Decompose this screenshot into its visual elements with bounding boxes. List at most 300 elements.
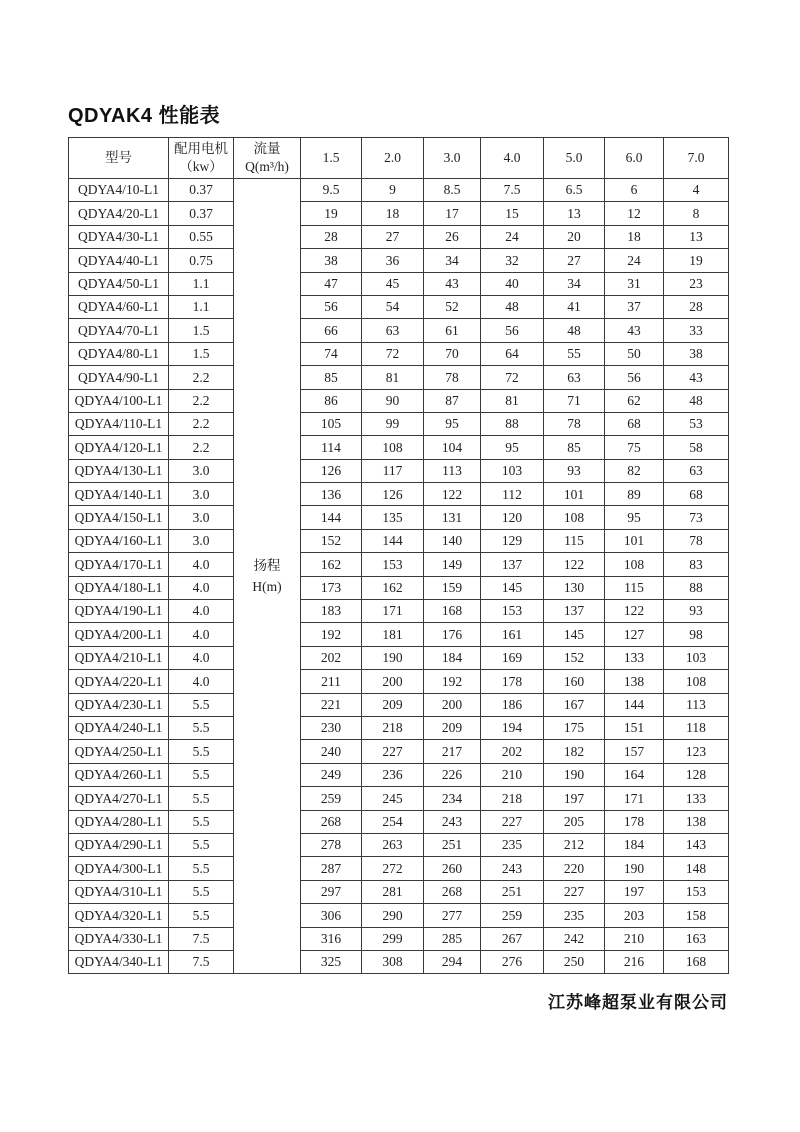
head-value-cell: 126 <box>301 459 362 482</box>
table-row <box>69 623 729 646</box>
model-cell: QDYA4/80-L1 <box>69 342 169 365</box>
head-value-cell: 133 <box>605 646 664 669</box>
col-header-flow-1: 1.5 <box>301 138 362 179</box>
model-cell: QDYA4/40-L1 <box>69 249 169 272</box>
head-value-cell: 153 <box>664 880 729 903</box>
head-value-cell: 61 <box>424 319 481 342</box>
head-value-cell: 243 <box>424 810 481 833</box>
model-cell: QDYA4/30-L1 <box>69 225 169 248</box>
table-row <box>69 927 729 950</box>
head-value-cell: 63 <box>544 366 605 389</box>
head-value-cell: 190 <box>544 763 605 786</box>
head-value-cell: 178 <box>605 810 664 833</box>
head-value-cell: 95 <box>605 506 664 529</box>
head-value-cell: 267 <box>481 927 544 950</box>
table-row <box>69 342 729 365</box>
table-row <box>69 366 729 389</box>
head-value-cell: 235 <box>481 833 544 856</box>
head-value-cell: 276 <box>481 950 544 973</box>
head-value-cell: 108 <box>362 436 424 459</box>
head-value-cell: 290 <box>362 904 424 927</box>
head-unit-cell <box>234 179 301 974</box>
head-value-cell: 205 <box>544 810 605 833</box>
head-value-cell: 34 <box>544 272 605 295</box>
header-row <box>69 138 729 179</box>
head-value-cell: 81 <box>481 389 544 412</box>
head-value-cell: 190 <box>605 857 664 880</box>
head-value-cell: 194 <box>481 716 544 739</box>
head-value-cell: 70 <box>424 342 481 365</box>
motor-power-cell: 5.5 <box>169 787 234 810</box>
head-value-cell: 6 <box>605 179 664 202</box>
head-value-cell: 171 <box>362 600 424 623</box>
head-value-cell: 115 <box>544 529 605 552</box>
table-row <box>69 225 729 248</box>
head-value-cell: 178 <box>481 670 544 693</box>
table-row <box>69 670 729 693</box>
table-row <box>69 483 729 506</box>
head-value-cell: 54 <box>362 295 424 318</box>
head-value-cell: 281 <box>362 880 424 903</box>
head-value-cell: 115 <box>605 576 664 599</box>
table-row <box>69 389 729 412</box>
head-value-cell: 236 <box>362 763 424 786</box>
table-row <box>69 319 729 342</box>
head-value-cell: 85 <box>301 366 362 389</box>
head-value-cell: 209 <box>362 693 424 716</box>
head-value-cell: 78 <box>664 529 729 552</box>
head-value-cell: 184 <box>424 646 481 669</box>
table-row <box>69 436 729 459</box>
head-value-cell: 114 <box>301 436 362 459</box>
model-cell: QDYA4/140-L1 <box>69 483 169 506</box>
motor-power-cell: 4.0 <box>169 553 234 576</box>
head-value-cell: 56 <box>301 295 362 318</box>
motor-power-cell: 3.0 <box>169 459 234 482</box>
head-value-cell: 105 <box>301 412 362 435</box>
head-value-cell: 103 <box>664 646 729 669</box>
head-value-cell: 160 <box>544 670 605 693</box>
model-cell: QDYA4/240-L1 <box>69 716 169 739</box>
model-cell: QDYA4/60-L1 <box>69 295 169 318</box>
model-cell: QDYA4/200-L1 <box>69 623 169 646</box>
table-row <box>69 249 729 272</box>
head-value-cell: 95 <box>424 412 481 435</box>
model-cell: QDYA4/190-L1 <box>69 600 169 623</box>
head-value-cell: 72 <box>362 342 424 365</box>
head-value-cell: 254 <box>362 810 424 833</box>
head-value-cell: 6.5 <box>544 179 605 202</box>
motor-power-cell: 2.2 <box>169 412 234 435</box>
head-value-cell: 75 <box>605 436 664 459</box>
col-header-flow-3: 3.0 <box>424 138 481 179</box>
head-value-cell: 161 <box>481 623 544 646</box>
model-cell: QDYA4/130-L1 <box>69 459 169 482</box>
head-value-cell: 259 <box>301 787 362 810</box>
head-value-cell: 148 <box>664 857 729 880</box>
table-row <box>69 763 729 786</box>
table-row <box>69 272 729 295</box>
head-value-cell: 113 <box>664 693 729 716</box>
model-cell: QDYA4/150-L1 <box>69 506 169 529</box>
table-row <box>69 179 729 202</box>
model-cell: QDYA4/260-L1 <box>69 763 169 786</box>
col-header-flow-line2: Q(m³/h) <box>245 159 289 174</box>
head-value-cell: 48 <box>481 295 544 318</box>
motor-power-cell: 4.0 <box>169 623 234 646</box>
head-value-cell: 200 <box>424 693 481 716</box>
head-value-cell: 190 <box>362 646 424 669</box>
head-value-cell: 118 <box>664 716 729 739</box>
head-value-cell: 112 <box>481 483 544 506</box>
head-value-cell: 294 <box>424 950 481 973</box>
head-value-cell: 40 <box>481 272 544 295</box>
head-value-cell: 162 <box>301 553 362 576</box>
head-value-cell: 24 <box>481 225 544 248</box>
head-value-cell: 220 <box>544 857 605 880</box>
head-value-cell: 68 <box>605 412 664 435</box>
head-unit-line2: H(m) <box>252 579 282 595</box>
head-value-cell: 316 <box>301 927 362 950</box>
head-value-cell: 299 <box>362 927 424 950</box>
head-value-cell: 133 <box>664 787 729 810</box>
head-value-cell: 159 <box>424 576 481 599</box>
head-value-cell: 144 <box>605 693 664 716</box>
motor-power-cell: 4.0 <box>169 576 234 599</box>
head-value-cell: 58 <box>664 436 729 459</box>
model-cell: QDYA4/230-L1 <box>69 693 169 716</box>
motor-power-cell: 3.0 <box>169 506 234 529</box>
head-value-cell: 272 <box>362 857 424 880</box>
head-value-cell: 182 <box>544 740 605 763</box>
col-header-flow-7: 7.0 <box>664 138 729 179</box>
motor-power-cell: 2.2 <box>169 436 234 459</box>
head-value-cell: 137 <box>544 600 605 623</box>
table-row <box>69 459 729 482</box>
model-cell: QDYA4/90-L1 <box>69 366 169 389</box>
head-value-cell: 168 <box>664 950 729 973</box>
head-value-cell: 164 <box>605 763 664 786</box>
head-value-cell: 158 <box>664 904 729 927</box>
head-value-cell: 117 <box>362 459 424 482</box>
motor-power-cell: 4.0 <box>169 600 234 623</box>
head-value-cell: 18 <box>605 225 664 248</box>
head-value-cell: 251 <box>481 880 544 903</box>
head-value-cell: 90 <box>362 389 424 412</box>
head-value-cell: 28 <box>664 295 729 318</box>
head-value-cell: 153 <box>481 600 544 623</box>
head-value-cell: 24 <box>605 249 664 272</box>
head-value-cell: 151 <box>605 716 664 739</box>
table-row <box>69 576 729 599</box>
head-value-cell: 78 <box>424 366 481 389</box>
head-value-cell: 183 <box>301 600 362 623</box>
table-row <box>69 412 729 435</box>
table-row <box>69 904 729 927</box>
head-value-cell: 251 <box>424 833 481 856</box>
head-value-cell: 37 <box>605 295 664 318</box>
head-value-cell: 176 <box>424 623 481 646</box>
head-value-cell: 186 <box>481 693 544 716</box>
head-value-cell: 64 <box>481 342 544 365</box>
table-row <box>69 833 729 856</box>
motor-power-cell: 2.2 <box>169 389 234 412</box>
motor-power-cell: 5.5 <box>169 857 234 880</box>
head-value-cell: 41 <box>544 295 605 318</box>
head-value-cell: 245 <box>362 787 424 810</box>
model-cell: QDYA4/330-L1 <box>69 927 169 950</box>
head-value-cell: 162 <box>362 576 424 599</box>
head-value-cell: 126 <box>362 483 424 506</box>
head-value-cell: 27 <box>544 249 605 272</box>
head-value-cell: 211 <box>301 670 362 693</box>
head-value-cell: 47 <box>301 272 362 295</box>
head-value-cell: 137 <box>481 553 544 576</box>
head-value-cell: 66 <box>301 319 362 342</box>
table-row <box>69 553 729 576</box>
head-value-cell: 227 <box>544 880 605 903</box>
table-row <box>69 506 729 529</box>
head-value-cell: 56 <box>605 366 664 389</box>
motor-power-cell: 0.37 <box>169 202 234 225</box>
head-value-cell: 221 <box>301 693 362 716</box>
model-cell: QDYA4/320-L1 <box>69 904 169 927</box>
head-value-cell: 235 <box>544 904 605 927</box>
head-value-cell: 20 <box>544 225 605 248</box>
head-value-cell: 144 <box>362 529 424 552</box>
head-value-cell: 152 <box>301 529 362 552</box>
head-value-cell: 171 <box>605 787 664 810</box>
head-value-cell: 181 <box>362 623 424 646</box>
motor-power-cell: 5.5 <box>169 740 234 763</box>
table-row <box>69 202 729 225</box>
head-value-cell: 43 <box>664 366 729 389</box>
head-value-cell: 226 <box>424 763 481 786</box>
head-value-cell: 242 <box>544 927 605 950</box>
head-value-cell: 308 <box>362 950 424 973</box>
head-value-cell: 202 <box>301 646 362 669</box>
col-header-flow-2: 2.0 <box>362 138 424 179</box>
head-value-cell: 73 <box>664 506 729 529</box>
head-value-cell: 249 <box>301 763 362 786</box>
table-row <box>69 740 729 763</box>
head-value-cell: 138 <box>664 810 729 833</box>
motor-power-cell: 7.5 <box>169 950 234 973</box>
page-title: QDYAK4 性能表 <box>68 105 221 127</box>
head-value-cell: 152 <box>544 646 605 669</box>
head-value-cell: 13 <box>544 202 605 225</box>
head-value-cell: 131 <box>424 506 481 529</box>
model-cell: QDYA4/100-L1 <box>69 389 169 412</box>
head-value-cell: 13 <box>664 225 729 248</box>
head-value-cell: 63 <box>664 459 729 482</box>
head-value-cell: 32 <box>481 249 544 272</box>
head-value-cell: 169 <box>481 646 544 669</box>
head-value-cell: 82 <box>605 459 664 482</box>
head-value-cell: 130 <box>544 576 605 599</box>
head-value-cell: 87 <box>424 389 481 412</box>
motor-power-cell: 1.1 <box>169 295 234 318</box>
head-value-cell: 212 <box>544 833 605 856</box>
head-value-cell: 27 <box>362 225 424 248</box>
head-value-cell: 268 <box>301 810 362 833</box>
head-value-cell: 136 <box>301 483 362 506</box>
head-value-cell: 268 <box>424 880 481 903</box>
head-value-cell: 101 <box>544 483 605 506</box>
head-value-cell: 192 <box>301 623 362 646</box>
head-value-cell: 8.5 <box>424 179 481 202</box>
model-cell: QDYA4/10-L1 <box>69 179 169 202</box>
head-value-cell: 81 <box>362 366 424 389</box>
head-value-cell: 62 <box>605 389 664 412</box>
model-cell: QDYA4/220-L1 <box>69 670 169 693</box>
head-value-cell: 108 <box>664 670 729 693</box>
head-value-cell: 173 <box>301 576 362 599</box>
head-value-cell: 45 <box>362 272 424 295</box>
head-value-cell: 19 <box>301 202 362 225</box>
model-cell: QDYA4/340-L1 <box>69 950 169 973</box>
col-header-flow-5: 5.0 <box>544 138 605 179</box>
head-value-cell: 145 <box>544 623 605 646</box>
head-value-cell: 123 <box>664 740 729 763</box>
table-row <box>69 646 729 669</box>
col-header-motor <box>169 138 234 179</box>
head-value-cell: 43 <box>605 319 664 342</box>
head-value-cell: 9 <box>362 179 424 202</box>
head-value-cell: 38 <box>301 249 362 272</box>
head-value-cell: 192 <box>424 670 481 693</box>
head-value-cell: 153 <box>362 553 424 576</box>
head-value-cell: 63 <box>362 319 424 342</box>
head-value-cell: 7.5 <box>481 179 544 202</box>
model-cell: QDYA4/20-L1 <box>69 202 169 225</box>
head-value-cell: 93 <box>544 459 605 482</box>
table-row <box>69 693 729 716</box>
head-value-cell: 52 <box>424 295 481 318</box>
head-value-cell: 144 <box>301 506 362 529</box>
table-row <box>69 857 729 880</box>
head-value-cell: 86 <box>301 389 362 412</box>
motor-power-cell: 5.5 <box>169 904 234 927</box>
model-cell: QDYA4/280-L1 <box>69 810 169 833</box>
head-value-cell: 23 <box>664 272 729 295</box>
head-value-cell: 95 <box>481 436 544 459</box>
head-value-cell: 203 <box>605 904 664 927</box>
head-value-cell: 74 <box>301 342 362 365</box>
head-value-cell: 98 <box>664 623 729 646</box>
head-value-cell: 163 <box>664 927 729 950</box>
head-value-cell: 50 <box>605 342 664 365</box>
model-cell: QDYA4/300-L1 <box>69 857 169 880</box>
motor-power-cell: 5.5 <box>169 880 234 903</box>
table-row <box>69 880 729 903</box>
head-value-cell: 89 <box>605 483 664 506</box>
head-value-cell: 43 <box>424 272 481 295</box>
head-value-cell: 260 <box>424 857 481 880</box>
head-value-cell: 135 <box>362 506 424 529</box>
motor-power-cell: 5.5 <box>169 716 234 739</box>
head-value-cell: 104 <box>424 436 481 459</box>
head-value-cell: 285 <box>424 927 481 950</box>
motor-power-cell: 0.55 <box>169 225 234 248</box>
model-cell: QDYA4/250-L1 <box>69 740 169 763</box>
head-value-cell: 18 <box>362 202 424 225</box>
head-value-cell: 259 <box>481 904 544 927</box>
company-name: 江苏峰超泵业有限公司 <box>548 993 728 1012</box>
head-value-cell: 157 <box>605 740 664 763</box>
table-row <box>69 716 729 739</box>
head-value-cell: 93 <box>664 600 729 623</box>
motor-power-cell: 2.2 <box>169 366 234 389</box>
head-value-cell: 8 <box>664 202 729 225</box>
motor-power-cell: 4.0 <box>169 646 234 669</box>
model-cell: QDYA4/50-L1 <box>69 272 169 295</box>
table-row <box>69 810 729 833</box>
head-value-cell: 240 <box>301 740 362 763</box>
model-cell: QDYA4/160-L1 <box>69 529 169 552</box>
head-value-cell: 127 <box>605 623 664 646</box>
head-value-cell: 325 <box>301 950 362 973</box>
motor-power-cell: 5.5 <box>169 763 234 786</box>
motor-power-cell: 0.37 <box>169 179 234 202</box>
head-value-cell: 85 <box>544 436 605 459</box>
motor-power-cell: 7.5 <box>169 927 234 950</box>
head-value-cell: 218 <box>362 716 424 739</box>
head-value-cell: 143 <box>664 833 729 856</box>
head-value-cell: 278 <box>301 833 362 856</box>
head-value-cell: 120 <box>481 506 544 529</box>
head-value-cell: 149 <box>424 553 481 576</box>
head-value-cell: 234 <box>424 787 481 810</box>
col-header-model: 型号 <box>69 138 169 179</box>
col-header-flow <box>234 138 301 179</box>
head-value-cell: 34 <box>424 249 481 272</box>
head-value-cell: 197 <box>544 787 605 810</box>
motor-power-cell: 5.5 <box>169 693 234 716</box>
table-row <box>69 787 729 810</box>
head-value-cell: 71 <box>544 389 605 412</box>
head-value-cell: 167 <box>544 693 605 716</box>
table-row <box>69 950 729 973</box>
head-value-cell: 200 <box>362 670 424 693</box>
head-value-cell: 277 <box>424 904 481 927</box>
col-header-flow-line1: 流量 <box>253 141 281 157</box>
col-header-motor-line1: 配用电机 <box>174 141 228 157</box>
model-cell: QDYA4/270-L1 <box>69 787 169 810</box>
motor-power-cell: 0.75 <box>169 249 234 272</box>
model-cell: QDYA4/210-L1 <box>69 646 169 669</box>
head-value-cell: 88 <box>664 576 729 599</box>
head-value-cell: 48 <box>664 389 729 412</box>
head-value-cell: 243 <box>481 857 544 880</box>
motor-power-cell: 5.5 <box>169 810 234 833</box>
head-value-cell: 48 <box>544 319 605 342</box>
head-value-cell: 83 <box>664 553 729 576</box>
head-value-cell: 227 <box>362 740 424 763</box>
col-header-motor-line2: （kw） <box>179 159 223 174</box>
table-row <box>69 600 729 623</box>
head-value-cell: 250 <box>544 950 605 973</box>
head-value-cell: 216 <box>605 950 664 973</box>
table-body <box>69 179 729 974</box>
head-value-cell: 202 <box>481 740 544 763</box>
model-cell: QDYA4/290-L1 <box>69 833 169 856</box>
head-unit-line1: 扬程 <box>253 557 281 573</box>
model-cell: QDYA4/120-L1 <box>69 436 169 459</box>
head-value-cell: 101 <box>605 529 664 552</box>
table-row <box>69 295 729 318</box>
performance-table <box>68 137 729 974</box>
